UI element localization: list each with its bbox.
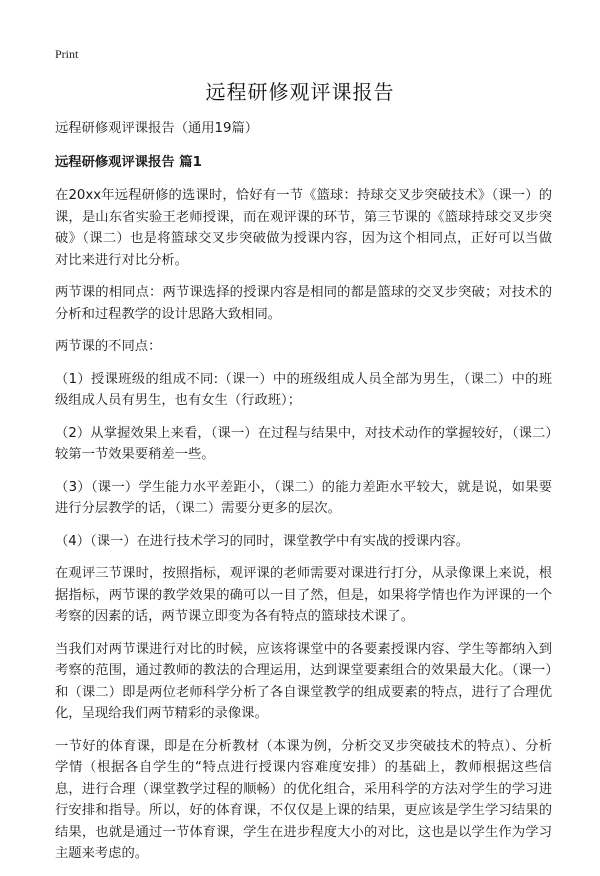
paragraph-difference-2: （2）从掌握效果上来看，（课一）在过程与结果中，对技术动作的掌握较好，（课二）较第一节效果要稍差一些。 bbox=[55, 425, 552, 462]
document-body bbox=[55, 118, 552, 876]
paragraph-evaluation: 在观评三节课时，按照指标，观评课的老师需要对课进行打分，从录像课上来说，根据指标，两节课的教学效果的确可以一目了然，但是，如果将学情也作为评课的一个考察的因素的话，两节课立即变为各有特点的篮球技术课了。 bbox=[55, 566, 552, 624]
paragraph-difference-4: （4）（课一）在进行技术学习的同时，课堂教学中有实战的授课内容。 bbox=[55, 533, 470, 549]
paragraph-comparison: 当我们对两节课进行对比的时候，应该将课堂中的各要素授课内容、学生等都纳入到考察的范围，通过教师的教法的合理运用，达到课堂要素组合的效果最大化。（课一）和（课二）即是两位老师科学分析了各自课堂教学的组成要素的特点，进行了合理优化，呈现给我们两节精彩的录像课。 bbox=[55, 641, 552, 721]
page-title: 远程研修观评课报告 bbox=[205, 80, 395, 104]
paragraph-differences-heading: 两节课的不同点： bbox=[55, 339, 162, 354]
print-link[interactable]: Print bbox=[55, 47, 79, 61]
paragraph-conclusion: 一节好的体育课，即是在分析教材（本课为例，分析交叉步突破技术的特点）、分析学情（根据各自学生的“特点进行授课内容难度安排）的基础上，教师根据这些信息，进行合理（课堂教学过程的顺畅）的优化组合，采用科学的方法对学生的学习进行安排和指导。所以，好的体育课，不仅仅是上课的结果，更应该是学生学习结果的结果，也就是通过一节体育课，学生在进步程度大小的对比，这也是以学生作为学习主题来考虑的。 bbox=[55, 738, 552, 861]
document-subtitle: 远程研修观评课报告（通用19篇） bbox=[55, 121, 259, 136]
paragraph-difference-1: （1）授课班级的组成不同:（课一）中的班级组成人员全部为男生，（课二）中的班级组成人员有男生，也有女生（行政班）； bbox=[55, 371, 552, 408]
paragraph-similarities: 两节课的相同点：两节课选择的授课内容是相同的都是篮球的交叉步突破；对技术的分析和过程教学的设计思路大致相同。 bbox=[55, 285, 552, 322]
paragraph-difference-3: （3）（课一）学生能力水平差距小，（课二）的能力差距水平较大，就是说，如果要进行分层教学的话，（课二）需要分更多的层次。 bbox=[55, 479, 552, 516]
paragraph-intro: 在20xx年远程研修的选课时，恰好有一节《篮球：持球交叉步突破技术》（课一）的课，是山东省实验王老师授课，而在观评课的环节，第三节课的《篮球持球交叉步突破》（课二）也是将篮球交叉步突破做为授课内容，因为这个相同点，正好可以当做对比来进行对比分析。 bbox=[55, 188, 552, 268]
section-heading: 远程研修观评课报告 篇1 bbox=[55, 155, 202, 170]
